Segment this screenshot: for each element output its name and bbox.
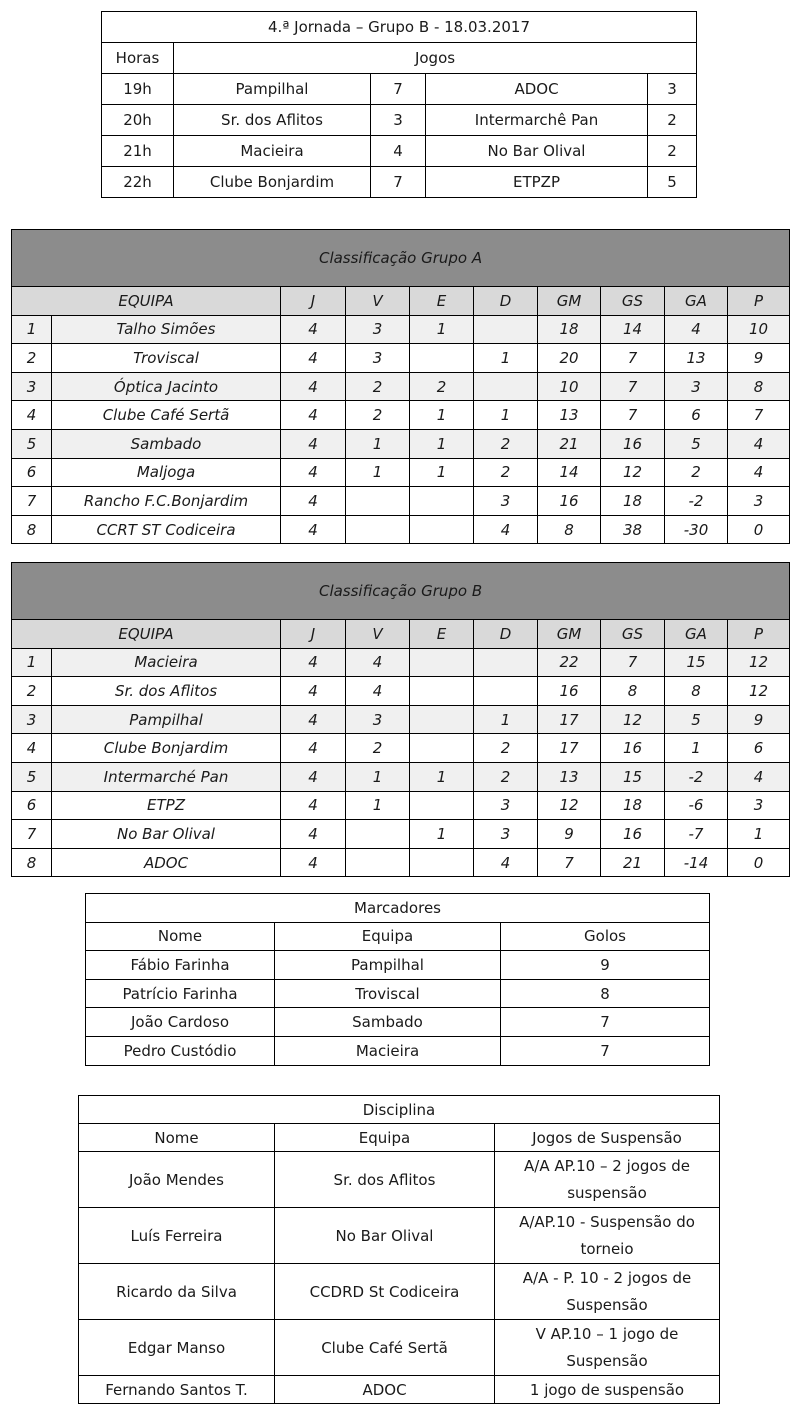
group-b-header-row (12, 620, 790, 649)
player-team: Sr. dos Aflitos (275, 1152, 495, 1208)
d: 2 (474, 458, 538, 487)
team: Óptica Jacinto (52, 372, 281, 401)
game-away: ETPZP (426, 167, 648, 198)
pos: 2 (12, 344, 52, 373)
table-row (12, 820, 790, 849)
d: 2 (474, 429, 538, 458)
gm: 20 (538, 344, 601, 373)
header-e: E (410, 620, 474, 649)
game-home: Macieira (174, 136, 371, 167)
gs: 16 (601, 820, 665, 849)
team: Pampilhal (52, 705, 281, 734)
gs: 18 (601, 487, 665, 516)
game-home-goals: 3 (371, 105, 426, 136)
p: 3 (728, 791, 790, 820)
d: 4 (474, 848, 538, 877)
header-equipa: EQUIPA (12, 620, 281, 649)
d: 1 (474, 401, 538, 430)
table-row (79, 1320, 720, 1376)
ga: 13 (665, 344, 728, 373)
p: 4 (728, 429, 790, 458)
game-row (102, 136, 697, 167)
gs: 16 (601, 429, 665, 458)
scorer-goals: 8 (501, 979, 710, 1008)
ga: 3 (665, 372, 728, 401)
ga: -14 (665, 848, 728, 877)
scorer-goals: 7 (501, 1036, 710, 1065)
jornada-header-row (102, 43, 697, 74)
gs: 18 (601, 791, 665, 820)
e: 1 (410, 401, 474, 430)
v: 2 (346, 372, 410, 401)
j: 4 (281, 648, 346, 677)
gm: 12 (538, 791, 601, 820)
game-hour: 19h (102, 74, 174, 105)
player-team: Clube Café Sertã (275, 1320, 495, 1376)
p: 4 (728, 762, 790, 791)
team: Sr. dos Aflitos (52, 677, 281, 706)
team: ADOC (52, 848, 281, 877)
team: ETPZ (52, 791, 281, 820)
ga: 15 (665, 648, 728, 677)
header-v: V (346, 287, 410, 316)
d: 3 (474, 820, 538, 849)
gm: 13 (538, 401, 601, 430)
team: Rancho F.C.Bonjardim (52, 487, 281, 516)
team: CCRT ST Codiceira (52, 515, 281, 544)
j: 4 (281, 429, 346, 458)
table-row (12, 401, 790, 430)
d: 1 (474, 705, 538, 734)
suspension: V AP.10 – 1 jogo de Suspensão (495, 1320, 720, 1376)
col-games: Jogos (174, 43, 697, 74)
j: 4 (281, 315, 346, 344)
table-row (12, 429, 790, 458)
header-d: D (474, 620, 538, 649)
discipline-title-row (79, 1096, 720, 1124)
game-hour: 20h (102, 105, 174, 136)
v: 3 (346, 705, 410, 734)
e (410, 648, 474, 677)
header-p: P (728, 620, 790, 649)
p: 12 (728, 648, 790, 677)
player-name: Fernando Santos T. (79, 1376, 275, 1404)
e (410, 487, 474, 516)
ga: -2 (665, 762, 728, 791)
d (474, 315, 538, 344)
gs: 7 (601, 401, 665, 430)
ga: -30 (665, 515, 728, 544)
header-v: V (346, 620, 410, 649)
header-goals: Golos (501, 922, 710, 951)
scorer-name: Fábio Farinha (86, 951, 275, 980)
table-row (12, 762, 790, 791)
j: 4 (281, 762, 346, 791)
ga: 1 (665, 734, 728, 763)
classification-group-a (11, 229, 790, 544)
ga: -7 (665, 820, 728, 849)
game-home-goals: 7 (371, 74, 426, 105)
scorer-team: Pampilhal (275, 951, 501, 980)
pos: 1 (12, 648, 52, 677)
scorers-header-row (86, 922, 710, 951)
e: 1 (410, 458, 474, 487)
player-team: ADOC (275, 1376, 495, 1404)
ga: 8 (665, 677, 728, 706)
table-row (79, 1152, 720, 1208)
suspension: 1 jogo de suspensão (495, 1376, 720, 1404)
v: 3 (346, 315, 410, 344)
table-row (12, 344, 790, 373)
header-ga: GA (665, 620, 728, 649)
v (346, 487, 410, 516)
header-suspension: Jogos de Suspensão (495, 1124, 720, 1152)
p: 4 (728, 458, 790, 487)
scorer-name: Patrício Farinha (86, 979, 275, 1008)
pos: 7 (12, 487, 52, 516)
jornada-title: 4.ª Jornada – Grupo B - 18.03.2017 (102, 12, 697, 43)
team: Talho Simões (52, 315, 281, 344)
v: 2 (346, 734, 410, 763)
gm: 7 (538, 848, 601, 877)
pos: 2 (12, 677, 52, 706)
table-row (79, 1264, 720, 1320)
e: 1 (410, 315, 474, 344)
game-away-goals: 2 (648, 136, 697, 167)
table-row (12, 458, 790, 487)
scorer-goals: 9 (501, 951, 710, 980)
gm: 10 (538, 372, 601, 401)
discipline-header-row (79, 1124, 720, 1152)
j: 4 (281, 458, 346, 487)
gm: 22 (538, 648, 601, 677)
p: 12 (728, 677, 790, 706)
suspension: A/AP.10 - Suspensão do torneio (495, 1208, 720, 1264)
group-b-title: Classificação Grupo B (12, 563, 790, 620)
game-hour: 22h (102, 167, 174, 198)
header-name: Nome (86, 922, 275, 951)
group-a-title: Classificação Grupo A (12, 230, 790, 287)
v (346, 820, 410, 849)
gs: 12 (601, 458, 665, 487)
gm: 21 (538, 429, 601, 458)
j: 4 (281, 372, 346, 401)
header-equipa: EQUIPA (12, 287, 281, 316)
e: 1 (410, 762, 474, 791)
player-name: João Mendes (79, 1152, 275, 1208)
gs: 14 (601, 315, 665, 344)
game-away-goals: 3 (648, 74, 697, 105)
gs: 7 (601, 372, 665, 401)
gm: 17 (538, 705, 601, 734)
team: Clube Bonjardim (52, 734, 281, 763)
table-row (12, 791, 790, 820)
pos: 1 (12, 315, 52, 344)
p: 8 (728, 372, 790, 401)
table-row (86, 1036, 710, 1065)
player-team: No Bar Olival (275, 1208, 495, 1264)
table-row (79, 1208, 720, 1264)
game-row (102, 74, 697, 105)
d: 4 (474, 515, 538, 544)
j: 4 (281, 401, 346, 430)
j: 4 (281, 487, 346, 516)
j: 4 (281, 820, 346, 849)
scorer-name: Pedro Custódio (86, 1036, 275, 1065)
scorer-team: Troviscal (275, 979, 501, 1008)
header-d: D (474, 287, 538, 316)
game-away: Intermarchê Pan (426, 105, 648, 136)
j: 4 (281, 344, 346, 373)
game-away-goals: 2 (648, 105, 697, 136)
ga: 6 (665, 401, 728, 430)
header-p: P (728, 287, 790, 316)
gm: 9 (538, 820, 601, 849)
pos: 6 (12, 791, 52, 820)
j: 4 (281, 848, 346, 877)
table-row (12, 705, 790, 734)
gs: 38 (601, 515, 665, 544)
p: 1 (728, 820, 790, 849)
player-name: Luís Ferreira (79, 1208, 275, 1264)
game-row (102, 105, 697, 136)
gs: 7 (601, 648, 665, 677)
d: 3 (474, 791, 538, 820)
e (410, 848, 474, 877)
ga: -2 (665, 487, 728, 516)
team: Troviscal (52, 344, 281, 373)
v: 1 (346, 762, 410, 791)
table-row (12, 372, 790, 401)
e: 2 (410, 372, 474, 401)
gm: 8 (538, 515, 601, 544)
j: 4 (281, 734, 346, 763)
team: Macieira (52, 648, 281, 677)
d: 3 (474, 487, 538, 516)
team: Sambado (52, 429, 281, 458)
j: 4 (281, 705, 346, 734)
game-hour: 21h (102, 136, 174, 167)
game-home: Clube Bonjardim (174, 167, 371, 198)
e (410, 344, 474, 373)
d (474, 372, 538, 401)
scorer-team: Sambado (275, 1008, 501, 1037)
ga: 4 (665, 315, 728, 344)
gm: 18 (538, 315, 601, 344)
gm: 13 (538, 762, 601, 791)
pos: 5 (12, 762, 52, 791)
p: 0 (728, 515, 790, 544)
game-away-goals: 5 (648, 167, 697, 198)
table-row (79, 1376, 720, 1404)
scorer-name: João Cardoso (86, 1008, 275, 1037)
header-gs: GS (601, 287, 665, 316)
gs: 16 (601, 734, 665, 763)
v (346, 515, 410, 544)
jornada-table (101, 11, 697, 198)
table-row (86, 1008, 710, 1037)
p: 7 (728, 401, 790, 430)
scorers-title-row (86, 894, 710, 923)
pos: 4 (12, 734, 52, 763)
table-row (12, 315, 790, 344)
pos: 8 (12, 848, 52, 877)
scorers-table (85, 893, 710, 1066)
team: No Bar Olival (52, 820, 281, 849)
pos: 5 (12, 429, 52, 458)
col-hours: Horas (102, 43, 174, 74)
table-row (86, 951, 710, 980)
header-ga: GA (665, 287, 728, 316)
d: 2 (474, 762, 538, 791)
ga: -6 (665, 791, 728, 820)
game-home: Sr. dos Aflitos (174, 105, 371, 136)
e: 1 (410, 429, 474, 458)
pos: 3 (12, 372, 52, 401)
ga: 5 (665, 705, 728, 734)
suspension: A/A AP.10 – 2 jogos de suspensão (495, 1152, 720, 1208)
gm: 17 (538, 734, 601, 763)
v: 2 (346, 401, 410, 430)
header-j: J (281, 287, 346, 316)
discipline-table (78, 1095, 720, 1404)
classification-group-b (11, 562, 790, 877)
table-row (12, 734, 790, 763)
game-home: Pampilhal (174, 74, 371, 105)
p: 9 (728, 705, 790, 734)
header-gs: GS (601, 620, 665, 649)
e (410, 791, 474, 820)
v: 4 (346, 677, 410, 706)
gm: 16 (538, 487, 601, 516)
p: 3 (728, 487, 790, 516)
e (410, 734, 474, 763)
table-row (12, 848, 790, 877)
pos: 8 (12, 515, 52, 544)
game-row (102, 167, 697, 198)
scorer-team: Macieira (275, 1036, 501, 1065)
j: 4 (281, 791, 346, 820)
v: 3 (346, 344, 410, 373)
v: 4 (346, 648, 410, 677)
team: Maljoga (52, 458, 281, 487)
player-name: Edgar Manso (79, 1320, 275, 1376)
e (410, 515, 474, 544)
header-gm: GM (538, 287, 601, 316)
suspension: A/A - P. 10 - 2 jogos de Suspensão (495, 1264, 720, 1320)
gs: 21 (601, 848, 665, 877)
jornada-title-row (102, 12, 697, 43)
game-home-goals: 4 (371, 136, 426, 167)
d: 1 (474, 344, 538, 373)
player-team: CCDRD St Codiceira (275, 1264, 495, 1320)
gs: 12 (601, 705, 665, 734)
d (474, 677, 538, 706)
v (346, 848, 410, 877)
gm: 14 (538, 458, 601, 487)
game-away: ADOC (426, 74, 648, 105)
pos: 6 (12, 458, 52, 487)
player-name: Ricardo da Silva (79, 1264, 275, 1320)
header-gm: GM (538, 620, 601, 649)
header-j: J (281, 620, 346, 649)
header-name: Nome (79, 1124, 275, 1152)
ga: 5 (665, 429, 728, 458)
gs: 15 (601, 762, 665, 791)
table-row (12, 487, 790, 516)
e (410, 705, 474, 734)
gm: 16 (538, 677, 601, 706)
v: 1 (346, 429, 410, 458)
v: 1 (346, 458, 410, 487)
discipline-title: Disciplina (79, 1096, 720, 1124)
p: 6 (728, 734, 790, 763)
header-e: E (410, 287, 474, 316)
d (474, 648, 538, 677)
team: Intermarché Pan (52, 762, 281, 791)
p: 10 (728, 315, 790, 344)
header-team: Equipa (275, 922, 501, 951)
j: 4 (281, 515, 346, 544)
game-home-goals: 7 (371, 167, 426, 198)
header-team: Equipa (275, 1124, 495, 1152)
gs: 8 (601, 677, 665, 706)
scorers-title: Marcadores (86, 894, 710, 923)
group-a-title-row (12, 230, 790, 287)
v: 1 (346, 791, 410, 820)
j: 4 (281, 677, 346, 706)
pos: 7 (12, 820, 52, 849)
p: 0 (728, 848, 790, 877)
e (410, 677, 474, 706)
group-b-title-row (12, 563, 790, 620)
pos: 3 (12, 705, 52, 734)
group-a-header-row (12, 287, 790, 316)
pos: 4 (12, 401, 52, 430)
d: 2 (474, 734, 538, 763)
table-row (86, 979, 710, 1008)
table-row (12, 515, 790, 544)
ga: 2 (665, 458, 728, 487)
table-row (12, 677, 790, 706)
scorer-goals: 7 (501, 1008, 710, 1037)
team: Clube Café Sertã (52, 401, 281, 430)
gs: 7 (601, 344, 665, 373)
game-away: No Bar Olival (426, 136, 648, 167)
e: 1 (410, 820, 474, 849)
table-row (12, 648, 790, 677)
p: 9 (728, 344, 790, 373)
